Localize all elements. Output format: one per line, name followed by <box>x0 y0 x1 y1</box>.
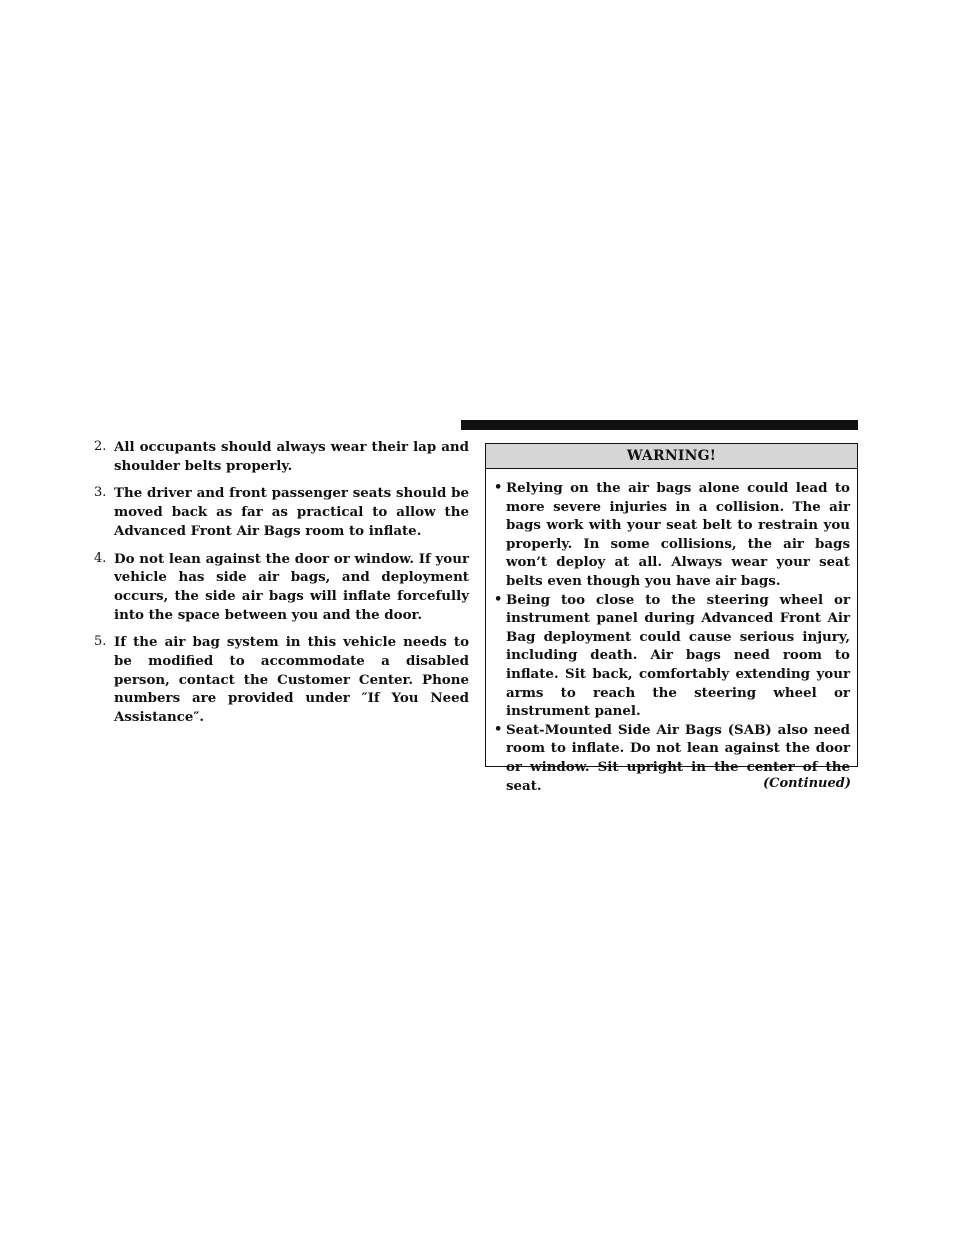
step-number: 2. <box>94 439 107 454</box>
step-text: If the air bag system in this vehicle needs to be modified to accommodate a disabled person, contact the Customer Center. Phone numbers are provided under ″If You Need Assistance″. <box>114 634 469 726</box>
instruction-list <box>94 438 469 736</box>
warning-title: WARNING! <box>486 444 857 469</box>
warning-text: Seat-Mounted Side Air Bags (SAB) also need room to inflate. Do not lean against the door or window. Sit upright in the center of the seat. <box>506 721 850 794</box>
step-number: 3. <box>94 485 107 501</box>
warning-text: Relying on the air bags alone could lead to more severe injuries in a collision. The air bags work with your seat belt to restrain you properly. In some collisions, the air bags won’t deploy at all. Always wear your seat belts even though you have air bags. <box>506 480 850 589</box>
warning-item <box>494 479 850 591</box>
section-header-bar <box>461 420 858 430</box>
step-text: All occupants should always wear their lap and shoulder belts properly. <box>114 439 469 474</box>
step-text: The driver and front passenger seats should be moved back as far as practical to allow the Advanced Front Air Bags room to inflate. <box>114 485 469 539</box>
bullet-icon: • <box>494 721 503 737</box>
step-number: 4. <box>94 550 107 566</box>
list-item <box>94 438 469 475</box>
list-item <box>94 633 469 727</box>
warning-list <box>486 469 857 795</box>
step-text: Do not lean against the door or window. If your vehicle has side air bags, and deployment occurs, the side air bags will inflate forcefully into the space between you and the door. <box>114 550 469 623</box>
list-item <box>94 484 469 540</box>
warning-text: Being too close to the steering wheel or instrument panel during Advanced Front Air Bag deployment could cause serious injury, including death. Air bags need room to inflate. Sit back, comfortably extending your arms to reach the steering wheel or instrument panel. <box>506 591 850 720</box>
bullet-icon: • <box>494 480 503 495</box>
list-item <box>94 550 469 625</box>
warning-item <box>494 591 850 721</box>
step-number: 5. <box>94 634 107 650</box>
continued-note: (Continued) <box>763 776 851 791</box>
bullet-icon: • <box>494 591 503 607</box>
